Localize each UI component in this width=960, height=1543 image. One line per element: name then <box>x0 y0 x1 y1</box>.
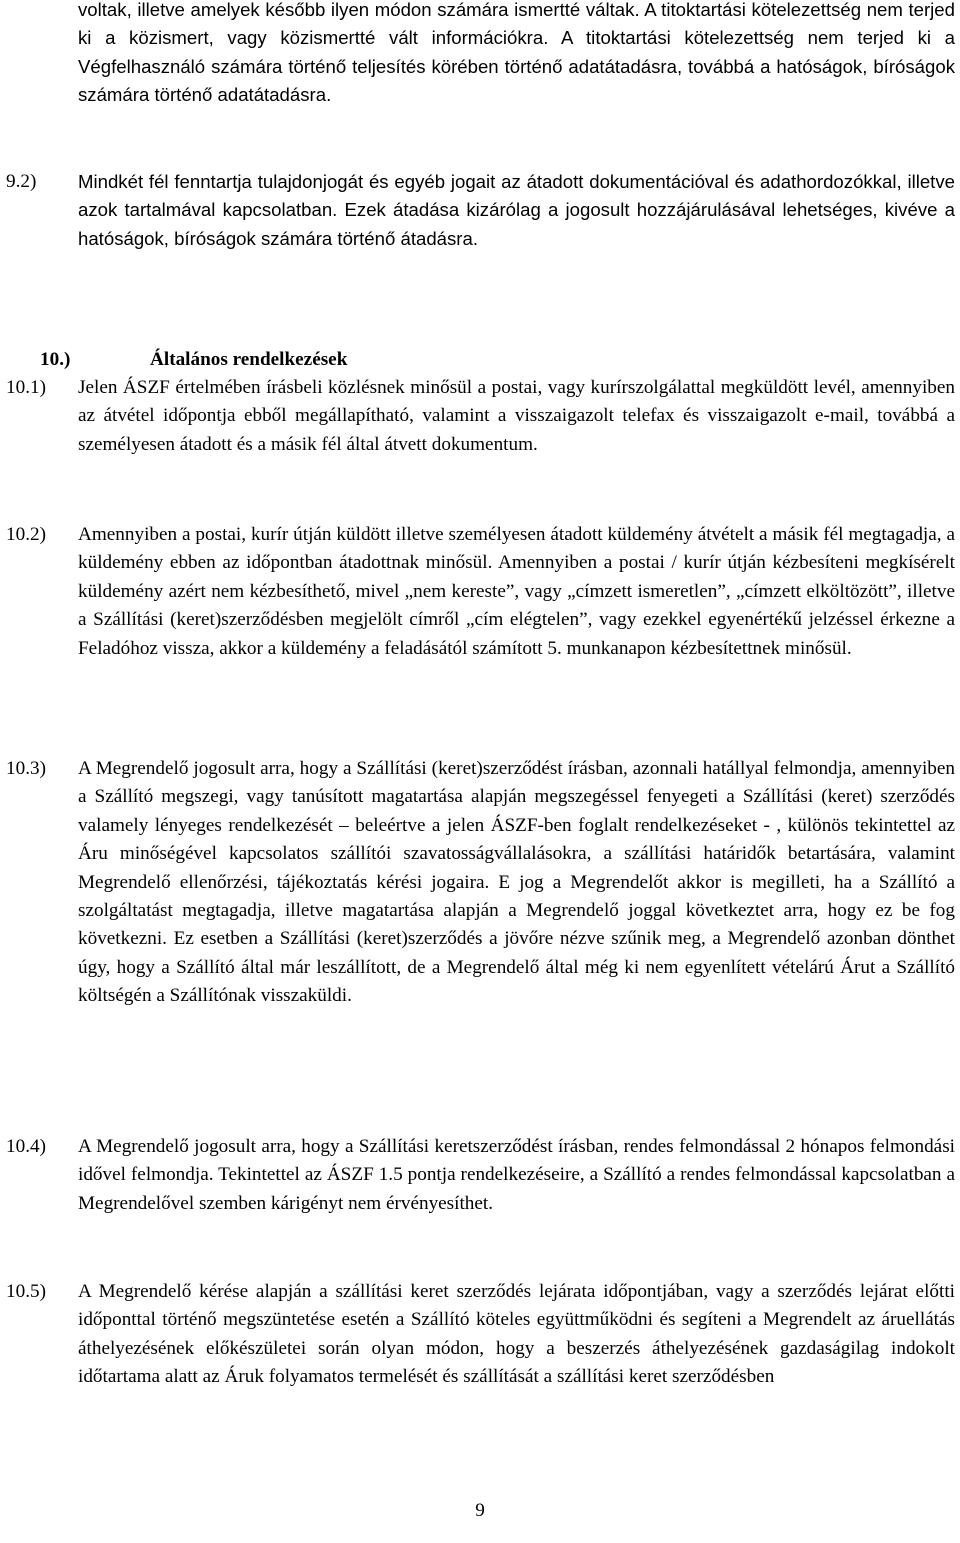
paragraph-10-4: A Megrendelő jogosult arra, hogy a Szállítási keretszerződést írásban, rendes felmondással 2 hónapos felmondási idővel felmondja. Tekintettel az ÁSZF 1.5 pontja rendelkezéseire, a Szállító a rendes felmondással kapcsolatban a Megrendelővel szemben kárigényt nem érvényesíthet. <box>78 1136 955 1214</box>
paragraph-10-2: Amennyiben a postai, kurír útján küldött illetve személyesen átadott küldemény átvételt a másik fél megtagadja, a küldemény ebben az időpontban átadottnak minősül. Amennyiben a postai / kurír útján kézbesíteni megkísérelt küldemény azért nem kézbesíthető, mivel „nem kereste”, vagy „címzett ismeretlen”, „címzett elköltözött”, illetve a Szállítási (keret)szerződésben megjelölt címről „cím elégtelen”, vagy ezekkel egyenértékű jelzéssel érkezne a Feladóhoz vissza, akkor a küldemény a feladásától számított 5. munkanapon kézbesítettnek minősül. <box>78 524 955 659</box>
paragraph-9-2: Mindkét fél fenntartja tulajdonjogát és egyéb jogait az átadott dokumentációval és adathordozókkal, illetve azok tartalmával kapcsolatban. Ezek átadása kizárólag a jogosult hozzájárulásával lehetséges, kivéve a hatóságok, bíróságok számára történő átadásra. <box>78 171 955 249</box>
paragraph-number-10-4: 10.4) <box>6 1136 46 1157</box>
section-title: Általános rendelkezések <box>150 349 348 370</box>
paragraph-number-9-2: 9.2) <box>6 171 37 192</box>
section-number: 10.) <box>40 349 71 370</box>
section-heading <box>40 346 348 374</box>
paragraph-number-10-2: 10.2) <box>6 524 46 545</box>
paragraph-number-10-5: 10.5) <box>6 1281 46 1302</box>
intro-paragraph: voltak, illetve amelyek később ilyen módon számára ismertté váltak. A titoktartási kötelezettség nem terjed ki a közismert, vagy közismertté vált információkra. A titoktartási kötelezettség nem terjed ki a Végfelhasználó számára történő teljesítés körében történő adatátadásra, továbbá a hatóságok, bíróságok számára történő adatátadásra. <box>78 0 955 106</box>
paragraph-number-10-3: 10.3) <box>6 758 46 779</box>
paragraph-number-10-1: 10.1) <box>6 377 46 398</box>
paragraph-10-3: A Megrendelő jogosult arra, hogy a Szállítási (keret)szerződést írásban, azonnali hatállyal felmondja, amennyiben a Szállító megszegi, vagy tanúsított magatartása alapján megszegéssel fenyegeti a Szállítási (keret) szerződés valamely lényeges rendelkezését – beleértve a jelen ÁSZF-ben foglalt rendelkezéseket - , különös tekintettel az Áru minőségével kapcsolatos szállítói szavatosságvállalásokra, a szállítási határidők betartására, valamint Megrendelő ellenőrzési, tájékoztatás kérési jogaira. E jog a Megrendelőt akkor is megilleti, ha a Szállító a szolgáltatást megtagadja, illetve magatartása alapján a Megrendelő joggal következtet arra, hogy ez be fog következni. Ez esetben a Szállítási (keret)szerződés a jövőre nézve szűnik meg, a Megrendelő azonban dönthet úgy, hogy a Szállító által már leszállított, de a Megrendelő által még ki nem egyenlített vételárú Árut a Szállító költségén a Szállítónak visszaküldi. <box>78 758 955 1007</box>
page-number: 9 <box>475 1500 485 1521</box>
paragraph-10-5: A Megrendelő kérése alapján a szállítási keret szerződés lejárata időpontjában, vagy a szerződés lejárat előtti időponttal történő megszüntetése esetén a Szállító köteles együttműködni és segíteni a Megrendelt az áruellátás áthelyezésének előkészületei során olyan módon, hogy a beszerzés áthelyezésének gazdaságilag indokolt időtartama alatt az Áruk folyamatos termelését és szállítását a szállítási keret szerződésben <box>78 1281 955 1388</box>
paragraph-10-1: Jelen ÁSZF értelmében írásbeli közlésnek minősül a postai, vagy kurírszolgálattal megküldött levél, amennyiben az átvétel időpontja ebből megállapítható, valamint a visszaigazolt telefax és visszaigazolt e-mail, továbbá a személyesen átadott és a másik fél által átvett dokumentum. <box>78 377 955 455</box>
